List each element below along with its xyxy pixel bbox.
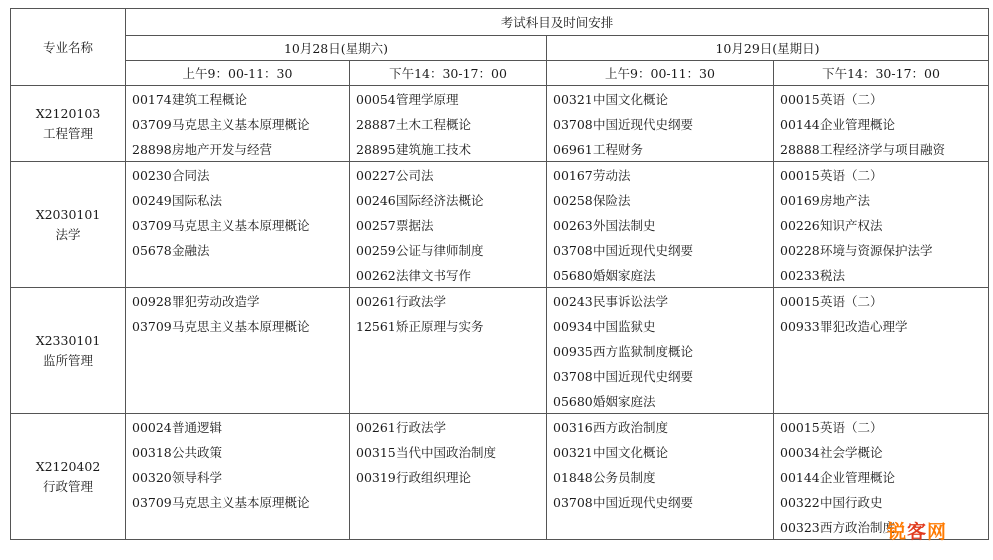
course-code: 00316 xyxy=(553,419,593,435)
course-cell xyxy=(126,86,350,112)
course-cell xyxy=(547,187,774,212)
course-code: 00262 xyxy=(356,267,396,283)
schedule-row xyxy=(11,388,989,414)
course-cell xyxy=(547,212,774,237)
course-code: 00261 xyxy=(356,293,396,309)
course-cell xyxy=(547,338,774,363)
course-code: 00319 xyxy=(356,469,396,485)
course-cell xyxy=(547,86,774,112)
course-cell xyxy=(774,111,989,136)
course-code: 00928 xyxy=(132,293,172,309)
schedule-row xyxy=(11,111,989,136)
course-code: 00261 xyxy=(356,419,396,435)
major-code: X2120402 xyxy=(35,458,101,474)
schedule-row xyxy=(11,313,989,338)
course-name: 矫正原理与实务 xyxy=(396,318,484,334)
course-name: 领导科学 xyxy=(172,469,223,485)
course-cell xyxy=(350,388,547,414)
course-cell xyxy=(350,414,547,440)
schedule-row xyxy=(11,136,989,162)
course-code: 00249 xyxy=(132,192,172,208)
course-code: 03709 xyxy=(132,494,172,510)
course-code: 00015 xyxy=(780,293,820,309)
major-name: 法学 xyxy=(55,226,81,242)
course-code: 03709 xyxy=(132,217,172,233)
course-code: 05678 xyxy=(132,242,172,258)
course-name: 民事诉讼法学 xyxy=(593,293,669,309)
schedule-row xyxy=(11,338,989,363)
major-code: X2330101 xyxy=(35,332,101,348)
course-cell xyxy=(547,288,774,314)
course-name: 法律文书写作 xyxy=(396,267,472,283)
course-name: 中国文化概论 xyxy=(593,444,669,460)
course-code: 00024 xyxy=(132,419,172,435)
course-cell xyxy=(350,338,547,363)
course-name: 企业管理概论 xyxy=(820,469,896,485)
session-header-2: 下午14：30-17：00 xyxy=(350,61,547,86)
course-cell xyxy=(350,187,547,212)
course-cell xyxy=(547,111,774,136)
course-code: 00935 xyxy=(553,343,593,359)
course-code: 03708 xyxy=(553,368,593,384)
course-cell xyxy=(774,388,989,414)
course-name: 中国近现代史纲要 xyxy=(593,494,694,510)
schedule-row xyxy=(11,237,989,262)
session-header-4: 下午14：30-17：00 xyxy=(774,61,989,86)
course-cell xyxy=(774,414,989,440)
course-cell xyxy=(547,414,774,440)
course-name: 马克思主义基本原理概论 xyxy=(172,217,310,233)
course-name: 公证与律师制度 xyxy=(396,242,484,258)
course-cell xyxy=(350,313,547,338)
course-name: 工程财务 xyxy=(593,141,644,157)
course-name: 英语（二） xyxy=(820,167,883,183)
course-code: 00933 xyxy=(780,318,820,334)
course-name: 行政法学 xyxy=(396,419,447,435)
course-cell xyxy=(350,439,547,464)
course-cell xyxy=(547,237,774,262)
course-code: 00015 xyxy=(780,167,820,183)
course-name: 马克思主义基本原理概论 xyxy=(172,318,310,334)
course-name: 中国近现代史纲要 xyxy=(593,368,694,384)
major-cell xyxy=(11,288,126,414)
course-name: 票据法 xyxy=(396,217,434,233)
course-code: 00169 xyxy=(780,192,820,208)
course-cell xyxy=(547,388,774,414)
course-cell xyxy=(126,262,350,288)
course-code: 05680 xyxy=(553,393,593,409)
course-cell xyxy=(126,363,350,388)
course-cell xyxy=(774,212,989,237)
course-name: 企业管理概论 xyxy=(820,116,896,132)
course-cell xyxy=(774,237,989,262)
course-name: 房地产法 xyxy=(820,192,871,208)
course-cell xyxy=(774,514,989,540)
course-cell xyxy=(774,464,989,489)
course-name: 西方政治制度 xyxy=(820,519,896,535)
course-cell xyxy=(126,489,350,514)
course-name: 马克思主义基本原理概论 xyxy=(172,116,310,132)
course-code: 00259 xyxy=(356,242,396,258)
course-code: 00228 xyxy=(780,242,820,258)
course-code: 28895 xyxy=(356,141,396,157)
course-code: 28898 xyxy=(132,141,172,157)
major-cell xyxy=(11,414,126,540)
course-cell xyxy=(126,288,350,314)
course-code: 00318 xyxy=(132,444,172,460)
course-code: 00144 xyxy=(780,469,820,485)
course-cell xyxy=(774,288,989,314)
course-code: 00321 xyxy=(553,444,593,460)
schedule-row xyxy=(11,187,989,212)
schedule-row xyxy=(11,162,989,188)
course-cell xyxy=(350,212,547,237)
course-code: 00167 xyxy=(553,167,593,183)
schedule-row xyxy=(11,363,989,388)
course-name: 土木工程概论 xyxy=(396,116,472,132)
course-name: 中国近现代史纲要 xyxy=(593,116,694,132)
schedule-row xyxy=(11,86,989,112)
major-cell xyxy=(11,162,126,288)
schedule-row xyxy=(11,212,989,237)
course-cell xyxy=(350,514,547,540)
course-name: 国际经济法概论 xyxy=(396,192,484,208)
course-code: 28888 xyxy=(780,141,820,157)
course-cell xyxy=(774,262,989,288)
course-cell xyxy=(350,363,547,388)
course-code: 00226 xyxy=(780,217,820,233)
course-cell xyxy=(126,187,350,212)
course-cell xyxy=(350,111,547,136)
course-name: 外国法制史 xyxy=(593,217,656,233)
course-code: 03709 xyxy=(132,116,172,132)
course-code: 03708 xyxy=(553,116,593,132)
course-code: 28887 xyxy=(356,116,396,132)
schedule-row xyxy=(11,489,989,514)
course-code: 03708 xyxy=(553,242,593,258)
course-cell xyxy=(126,313,350,338)
course-name: 中国监狱史 xyxy=(593,318,656,334)
course-cell xyxy=(126,111,350,136)
course-code: 00227 xyxy=(356,167,396,183)
course-name: 婚姻家庭法 xyxy=(593,393,656,409)
course-code: 00144 xyxy=(780,116,820,132)
course-name: 劳动法 xyxy=(593,167,631,183)
course-code: 03709 xyxy=(132,318,172,334)
course-code: 01848 xyxy=(553,469,593,485)
course-cell xyxy=(126,439,350,464)
course-code: 00321 xyxy=(553,91,593,107)
course-cell xyxy=(547,489,774,514)
day-header-2: 10月29日(星期日) xyxy=(547,36,989,61)
course-code: 00934 xyxy=(553,318,593,334)
course-cell xyxy=(126,414,350,440)
schedule-row xyxy=(11,439,989,464)
schedule-row xyxy=(11,464,989,489)
course-code: 12561 xyxy=(356,318,396,334)
schedule-row xyxy=(11,288,989,314)
course-name: 公务员制度 xyxy=(593,469,656,485)
course-cell xyxy=(774,187,989,212)
day-header-1: 10月28日(星期六) xyxy=(126,36,547,61)
course-code: 05680 xyxy=(553,267,593,283)
course-name: 建筑工程概论 xyxy=(172,91,248,107)
session-header-3: 上午9：00-11：30 xyxy=(547,61,774,86)
course-name: 英语（二） xyxy=(820,419,883,435)
course-code: 00263 xyxy=(553,217,593,233)
course-code: 00233 xyxy=(780,267,820,283)
course-cell xyxy=(126,338,350,363)
course-name: 社会学概论 xyxy=(820,444,883,460)
course-code: 00322 xyxy=(780,494,820,510)
course-cell xyxy=(350,262,547,288)
course-name: 西方政治制度 xyxy=(593,419,669,435)
course-code: 00015 xyxy=(780,419,820,435)
course-name: 金融法 xyxy=(172,242,210,258)
course-name: 知识产权法 xyxy=(820,217,883,233)
major-name-header: 专业名称 xyxy=(11,9,126,86)
course-name: 普通逻辑 xyxy=(172,419,223,435)
course-name: 管理学原理 xyxy=(396,91,459,107)
course-name: 公司法 xyxy=(396,167,434,183)
course-code: 00015 xyxy=(780,91,820,107)
major-code: X2120103 xyxy=(35,105,101,121)
course-cell xyxy=(774,363,989,388)
course-cell xyxy=(547,514,774,540)
site-watermark: 锐客网 xyxy=(886,521,947,543)
course-name: 行政法学 xyxy=(396,293,447,309)
course-cell xyxy=(350,489,547,514)
course-name: 环境与资源保护法学 xyxy=(820,242,933,258)
course-code: 00054 xyxy=(356,91,396,107)
course-code: 00315 xyxy=(356,444,396,460)
course-cell xyxy=(547,439,774,464)
course-code: 00034 xyxy=(780,444,820,460)
course-cell xyxy=(126,388,350,414)
schedule-row xyxy=(11,262,989,288)
course-cell xyxy=(350,86,547,112)
major-name: 工程管理 xyxy=(42,125,93,141)
major-name: 行政管理 xyxy=(42,478,93,494)
course-name: 当代中国政治制度 xyxy=(396,444,497,460)
course-name: 建筑施工技术 xyxy=(396,141,472,157)
course-cell xyxy=(126,514,350,540)
course-name: 行政组织理论 xyxy=(396,469,472,485)
course-name: 保险法 xyxy=(593,192,631,208)
course-cell xyxy=(350,288,547,314)
course-code: 00243 xyxy=(553,293,593,309)
course-cell xyxy=(126,162,350,188)
course-name: 马克思主义基本原理概论 xyxy=(172,494,310,510)
course-cell xyxy=(547,262,774,288)
course-name: 公共政策 xyxy=(172,444,223,460)
schedule-row xyxy=(11,514,989,540)
course-cell xyxy=(350,136,547,162)
course-name: 英语（二） xyxy=(820,293,883,309)
course-name: 西方监狱制度概论 xyxy=(593,343,694,359)
schedule-title: 考试科目及时间安排 xyxy=(126,9,989,36)
course-code: 00174 xyxy=(132,91,172,107)
major-cell xyxy=(11,86,126,162)
course-code: 00320 xyxy=(132,469,172,485)
course-cell xyxy=(774,489,989,514)
course-name: 婚姻家庭法 xyxy=(593,267,656,283)
course-cell xyxy=(774,162,989,188)
course-cell xyxy=(350,464,547,489)
course-name: 国际私法 xyxy=(172,192,223,208)
major-code: X2030101 xyxy=(35,206,101,222)
course-name: 税法 xyxy=(820,267,846,283)
course-name: 中国近现代史纲要 xyxy=(593,242,694,258)
course-cell xyxy=(126,237,350,262)
course-cell xyxy=(547,313,774,338)
major-name: 监所管理 xyxy=(42,352,93,368)
course-cell xyxy=(774,439,989,464)
course-cell xyxy=(774,136,989,162)
course-code: 00257 xyxy=(356,217,396,233)
course-cell xyxy=(350,237,547,262)
course-cell xyxy=(547,136,774,162)
course-code: 00246 xyxy=(356,192,396,208)
course-code: 00230 xyxy=(132,167,172,183)
course-name: 英语（二） xyxy=(820,91,883,107)
course-code: 03708 xyxy=(553,494,593,510)
exam-schedule-table xyxy=(10,8,989,540)
course-cell xyxy=(126,212,350,237)
course-name: 合同法 xyxy=(172,167,210,183)
course-name: 中国文化概论 xyxy=(593,91,669,107)
course-name: 工程经济学与项目融资 xyxy=(820,141,946,157)
course-code: 00323 xyxy=(780,519,820,535)
course-cell xyxy=(547,464,774,489)
course-name: 中国行政史 xyxy=(820,494,883,510)
course-name: 罪犯改造心理学 xyxy=(820,318,908,334)
course-cell xyxy=(547,363,774,388)
course-cell xyxy=(774,86,989,112)
course-cell xyxy=(774,313,989,338)
course-cell xyxy=(126,136,350,162)
course-code: 00258 xyxy=(553,192,593,208)
session-header-1: 上午9：00-11：30 xyxy=(126,61,350,86)
course-name: 房地产开发与经营 xyxy=(172,141,273,157)
course-name: 罪犯劳动改造学 xyxy=(172,293,260,309)
course-cell xyxy=(774,338,989,363)
course-cell xyxy=(126,464,350,489)
course-cell xyxy=(350,162,547,188)
schedule-row xyxy=(11,414,989,440)
course-code: 06961 xyxy=(553,141,593,157)
course-cell xyxy=(547,162,774,188)
